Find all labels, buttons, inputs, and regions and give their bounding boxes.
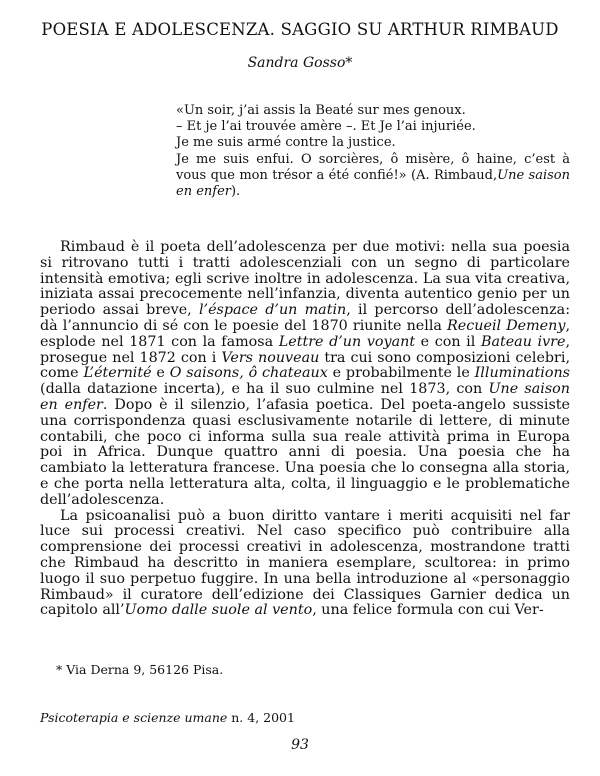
epigraph-line: Je me suis armé contre la justice. xyxy=(176,135,396,151)
text-run: La psicoanalisi può a buon diritto vantare i meriti acquisiti nel far luce sui processi creativi. Nel caso specifico può contribuire alla comprensione dei processi creativi in adolescenza, mostrandone tratti che Rimbaud ha descritto in maniera esemplare, scultorea: in primo luogo il suo perpetuo fuggire. In una bella introduzione al «personaggio Rimbaud» il curatore dell’edizione dei Classiques Garnier dedica un capitolo all’ xyxy=(40,507,570,619)
journal-issue: n. 4, 2001 xyxy=(227,710,295,725)
italic-run: Bateau ivre xyxy=(480,333,566,350)
italic-run: Recueil Demeny xyxy=(447,317,566,334)
text-run: , prosegue nel 1872 con i xyxy=(40,333,571,366)
text-run: e xyxy=(151,365,170,382)
text-run: e probabilmente le xyxy=(327,365,475,382)
epigraph-line: «Un soir, j’ai assis la Beaté sur mes genoux. xyxy=(176,103,466,118)
epigraph-line: – Et je l’ai trouvée amère –. Et Je l’ai injuriée. xyxy=(176,119,476,135)
text-run: , una felice formula con cui Ver- xyxy=(312,602,544,619)
italic-run: Illuminations xyxy=(474,365,570,382)
epigraph-line xyxy=(176,152,570,199)
italic-run: Uomo dalle suole al vento xyxy=(124,602,313,619)
body-paragraph xyxy=(40,509,570,620)
footnote: * Via Derna 9, 56126 Pisa. xyxy=(56,662,224,677)
article-body xyxy=(40,240,570,619)
italic-run: L’éternité xyxy=(83,365,152,382)
epigraph xyxy=(176,103,570,200)
article-title: POESIA E ADOLESCENZA. SAGGIO SU ARTHUR RIMBAUD xyxy=(41,20,559,39)
italic-run: Vers nouveau xyxy=(221,349,320,366)
text-run: Rimbaud è il poeta dell’adolescenza per due motivi: nella sua poesia si ritrovano tutti i tratti adolescenziali con un segno di particolare intensità emotiva; egli scrive inoltre in adolescenza. La sua vita creativa, iniziata assai precocemente nell’infanzia, diventa autentico genio per un periodo assai breve, xyxy=(40,239,570,319)
text-run: (dalla datazione incerta), e ha il suo culmine nel 1873, con xyxy=(40,381,489,398)
text-run: e con il xyxy=(415,333,481,350)
italic-run: l’éspace d’un matin xyxy=(198,302,347,319)
journal-citation xyxy=(40,710,295,725)
text-run: , esplode nel 1871 con la famosa xyxy=(40,317,570,350)
text-run: . Dopo è il silenzio, l’afasia poetica. Del poeta-angelo sussiste una corrispondenza quasi esclusivamente notarile di lettere, di minute contabili, che poco ci informa sulla sua reale attività prima in Europa poi in Africa. Dunque quattro anni di poesia. Una poesia che ha cambiato la letteratura francese. Una poesia che lo consegna alla storia, e che porta nella letteratura alta, colta, il linguaggio e le problematiche dell’adolescenza. xyxy=(40,396,570,508)
text-run: , il percorso dell’adolescenza: dà l’annuncio di sé con le poesie del 1870 riunite nella xyxy=(40,302,571,334)
journal-name: Psicoterapia e scienze umane xyxy=(40,710,228,725)
body-paragraph xyxy=(40,240,570,509)
epigraph-source-title: Une saison en enfer xyxy=(176,167,570,200)
epigraph-end: ). xyxy=(230,184,241,200)
article-author: Sandra Gosso* xyxy=(247,55,353,71)
italic-run: O saisons, ô chateaux xyxy=(169,365,328,382)
italic-run: Une saison en enfer xyxy=(40,381,570,413)
italic-run: Lettre d’un voyant xyxy=(278,333,416,350)
text-run: tra cui sono composizioni celebri, come xyxy=(40,349,571,382)
page-number: 93 xyxy=(291,737,309,753)
epigraph-text: Je me suis enfui. O sorcières, ô misère, ô haine, c’est à vous que mon trésor a été confié!» (A. Rimbaud, xyxy=(176,151,570,183)
